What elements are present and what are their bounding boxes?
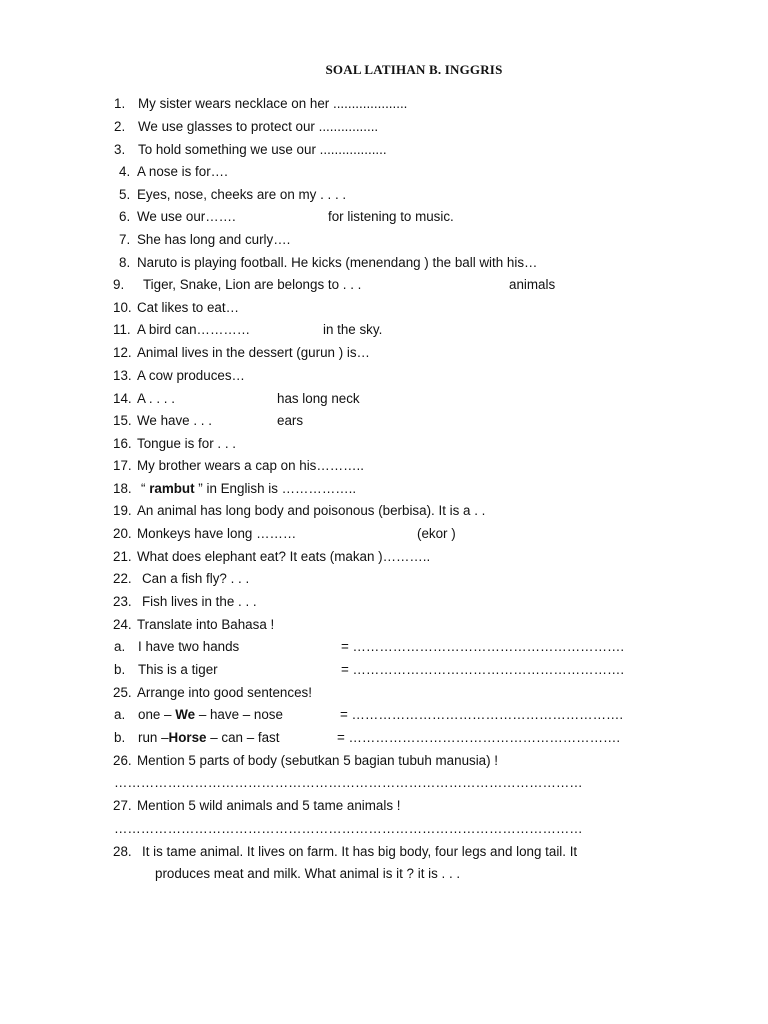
answer-blank: …………………………………………………………………………………………… [114,821,583,836]
question-text-continued: produces meat and milk. What animal is it ? it is . . . [155,866,461,881]
answer-blank: = ……………………………………………………. [340,707,624,722]
question-text-continued: ears [277,413,304,428]
worksheet-title: SOAL LATIHAN B. INGGRIS [325,62,503,77]
question-text-continued: has long neck [277,391,360,406]
question-number: 4. [119,164,131,179]
question-number: 19. [113,503,132,518]
question-text: Eyes, nose, cheeks are on my . . . . [137,187,347,202]
question-text: We use our……. [137,209,236,224]
question-number: 16. [113,436,132,451]
sub-question-letter: a. [114,639,126,654]
question-text-continued: (ekor ) [417,526,456,541]
question-number: 11. [113,322,131,337]
question-number: 22. [113,571,132,586]
question-text-suffix: – have – nose [195,707,283,722]
question-text: This is a tiger [138,662,218,677]
question-text: Animal lives in the dessert (gurun ) is… [137,345,370,360]
question-text: What does elephant eat? It eats (makan )……….. [137,549,431,564]
question-number: 5. [119,187,131,202]
question-text: To hold something we use our .................. [138,142,387,157]
answer-blank: = ……………………………………………………. [337,730,621,745]
sub-question-letter: b. [114,662,126,677]
question-keyword: Horse [168,730,207,745]
question-text: She has long and curly…. [137,232,291,247]
question-number: 25. [113,685,132,700]
question-text: Mention 5 wild animals and 5 tame animals ! [137,798,401,813]
question-text: Translate into Bahasa ! [137,617,275,632]
question-text-continued: for listening to music. [328,209,454,224]
question-number: 3. [114,142,126,157]
question-text-prefix: run – [138,730,169,745]
question-text-continued: animals [509,277,556,292]
question-number: 23. [113,594,132,609]
question-text-suffix: – can – fast [206,730,280,745]
question-text: We have . . . [137,413,212,428]
question-number: 8. [119,255,131,270]
question-text-prefix: “ [141,481,150,496]
question-number: 12. [113,345,132,360]
question-keyword: rambut [149,481,195,496]
answer-blank: …………………………………………………………………………………………… [114,775,583,790]
question-text: Can a fish fly? . . . [142,571,250,586]
question-text: A cow produces… [137,368,245,383]
question-text: My brother wears a cap on his……….. [137,458,364,473]
question-text: I have two hands [138,639,240,654]
question-number: 15. [113,413,132,428]
question-text: Arrange into good sentences! [137,685,312,700]
question-text: My sister wears necklace on her .................... [138,96,408,111]
question-text-prefix: one – [138,707,176,722]
question-text: Fish lives in the . . . [142,594,257,609]
question-number: 9. [113,277,125,292]
question-number: 20. [113,526,132,541]
question-text: An animal has long body and poisonous (berbisa). It is a . . [137,503,486,518]
question-text [141,480,356,498]
question-number: 1. [114,96,126,111]
question-text: Tongue is for . . . [137,436,236,451]
question-number: 26. [113,753,132,768]
question-text-suffix: ” in English is …………….. [194,481,357,496]
question-text: A bird can………… [137,322,251,337]
question-keyword: We [175,707,196,722]
question-number: 27. [113,798,132,813]
question-text: Monkeys have long ……… [137,526,297,541]
question-text: A . . . . [137,391,175,406]
question-number: 21. [113,549,132,564]
question-number: 14. [113,391,132,406]
question-text [138,706,283,724]
question-number: 13. [113,368,132,383]
question-text: Naruto is playing football. He kicks (menendang ) the ball with his… [137,255,538,270]
question-text: Mention 5 parts of body (sebutkan 5 bagian tubuh manusia) ! [137,753,499,768]
question-number: 7. [119,232,131,247]
question-number: 17. [113,458,132,473]
question-text-continued: in the sky. [323,322,383,337]
question-text: Tiger, Snake, Lion are belongs to . . . [143,277,362,292]
question-text [138,729,279,747]
answer-blank: = ……………………………………………………. [341,662,625,677]
question-number: 2. [114,119,126,134]
question-text: We use glasses to protect our ................ [138,119,379,134]
question-number: 18. [113,481,132,496]
answer-blank: = ……………………………………………………. [341,639,625,654]
question-text: Cat likes to eat… [137,300,239,315]
question-number: 28. [113,844,132,859]
sub-question-letter: b. [114,730,126,745]
question-number: 10. [113,300,132,315]
sub-question-letter: a. [114,707,126,722]
question-number: 6. [119,209,131,224]
question-number: 24. [113,617,132,632]
question-text: It is tame animal. It lives on farm. It has big body, four legs and long tail. It [142,844,578,859]
question-text: A nose is for…. [137,164,228,179]
